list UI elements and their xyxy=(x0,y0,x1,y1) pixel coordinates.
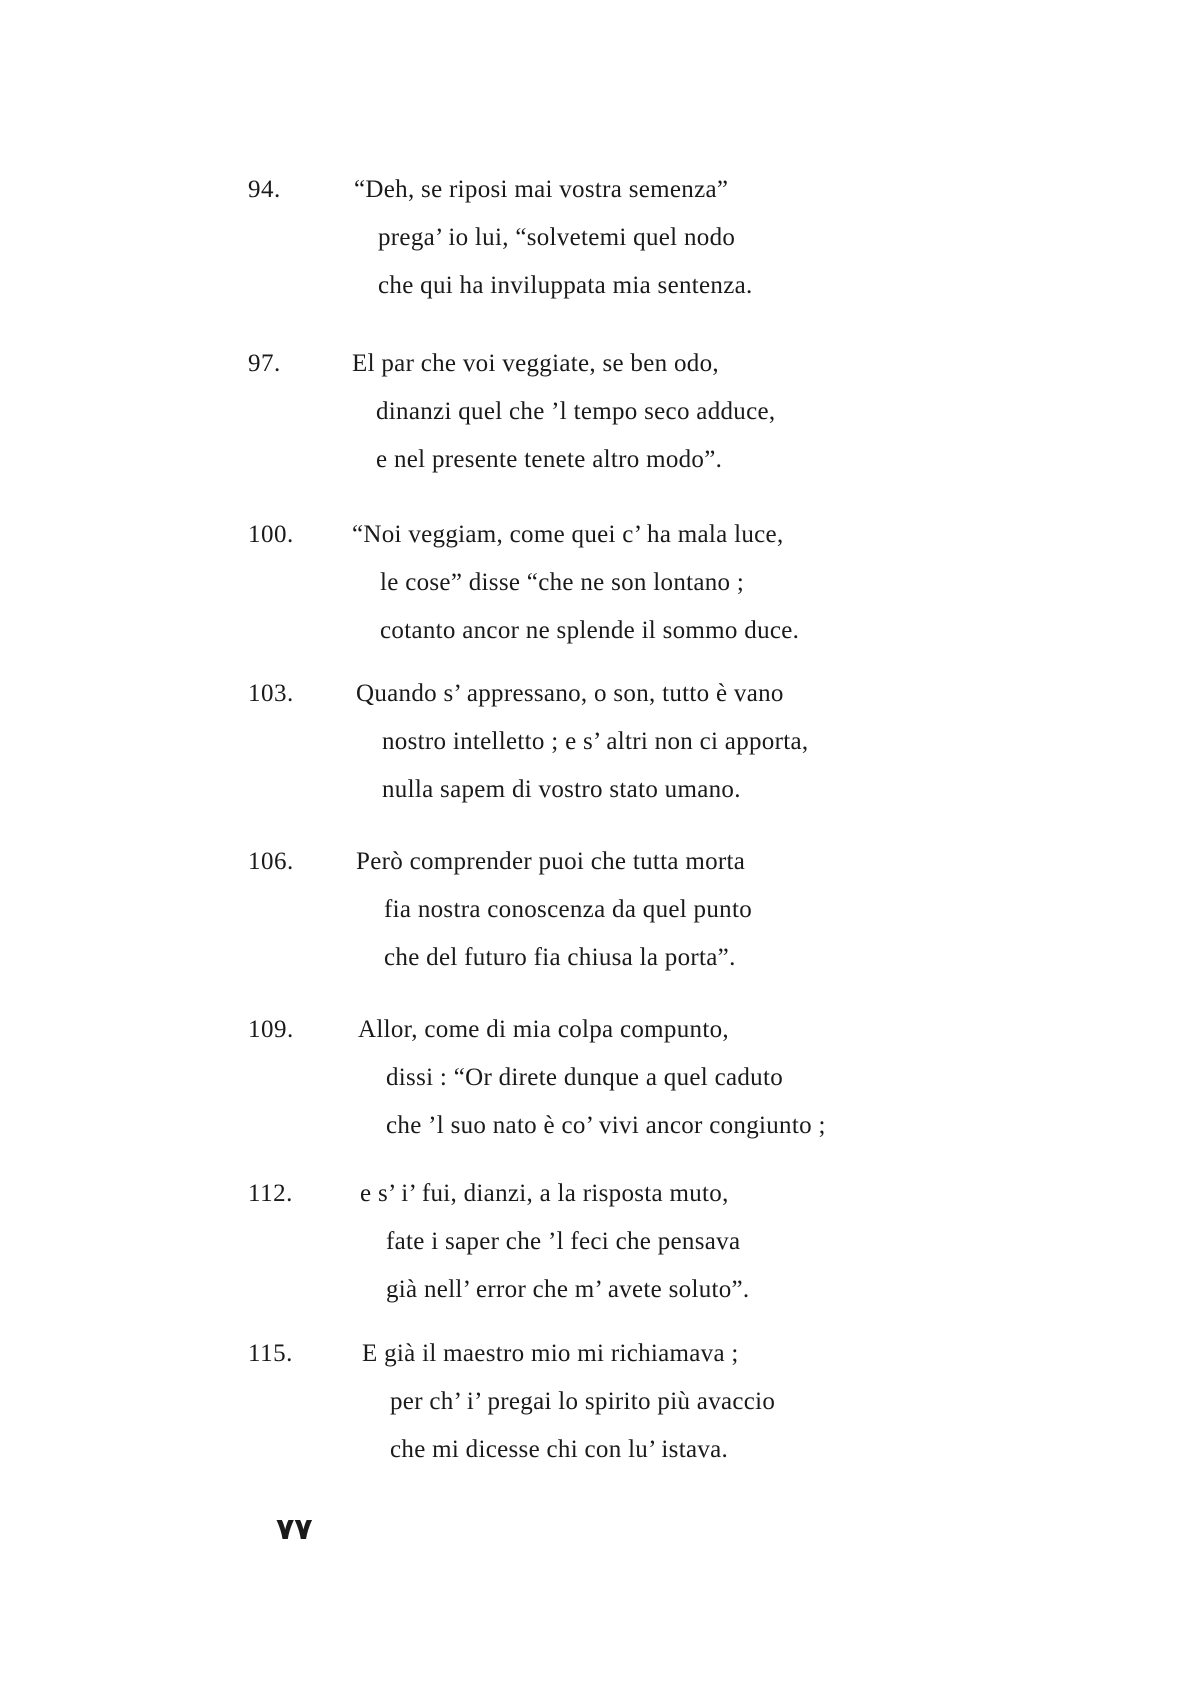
verse-number: 112. xyxy=(248,1180,293,1207)
verse-line: e s’ i’ fui, dianzi, a la risposta muto, xyxy=(360,1180,729,1207)
verse-number: 106. xyxy=(248,848,294,875)
page-number: ٧٧ xyxy=(276,1512,313,1547)
verse-line: e nel presente tenete altro modo”. xyxy=(376,446,723,473)
verse-number: 100. xyxy=(248,521,294,548)
verse-number: 115. xyxy=(248,1340,293,1367)
verse-line: dissi : “Or direte dunque a quel caduto xyxy=(386,1064,784,1091)
verse-number: 109. xyxy=(248,1016,294,1043)
verse-line: “Noi veggiam, come quei c’ ha mala luce, xyxy=(352,521,784,548)
verse-line: che mi dicesse chi con lu’ istava. xyxy=(390,1436,729,1463)
verse-line: dinanzi quel che ’l tempo seco adduce, xyxy=(376,398,776,425)
verse-line: nulla sapem di vostro stato umano. xyxy=(382,776,741,803)
verse-line: nostro intelletto ; e s’ altri non ci apporta, xyxy=(382,728,809,755)
verse-line: fia nostra conoscenza da quel punto xyxy=(384,896,753,923)
verse-line: cotanto ancor ne splende il sommo duce. xyxy=(380,617,800,644)
verse-line: Quando s’ appressano, o son, tutto è vano xyxy=(356,680,784,707)
verse-line: fate i saper che ’l feci che pensava xyxy=(386,1228,741,1255)
verse-line: le cose” disse “che ne son lontano ; xyxy=(380,569,745,596)
verse-line: Allor, come di mia colpa compunto, xyxy=(358,1016,729,1043)
verse-line: che del futuro fia chiusa la porta”. xyxy=(384,944,736,971)
verse-line: che ’l suo nato è co’ vivi ancor congiunto ; xyxy=(386,1112,826,1139)
verse-number: 94. xyxy=(248,176,281,203)
verse-number: 97. xyxy=(248,350,281,377)
verse-line: che qui ha inviluppata mia sentenza. xyxy=(378,272,753,299)
verse-line: Però comprender puoi che tutta morta xyxy=(356,848,746,875)
verse-line: prega’ io lui, “solvetemi quel nodo xyxy=(378,224,736,251)
verse-line: E già il maestro mio mi richiamava ; xyxy=(362,1340,739,1367)
verse-number: 103. xyxy=(248,680,294,707)
verse-line: “Deh, se riposi mai vostra semenza” xyxy=(354,176,729,203)
verse-line: già nell’ error che m’ avete soluto”. xyxy=(386,1276,750,1303)
verse-line: per ch’ i’ pregai lo spirito più avaccio xyxy=(390,1388,776,1415)
verse-line: El par che voi veggiate, se ben odo, xyxy=(352,350,719,377)
